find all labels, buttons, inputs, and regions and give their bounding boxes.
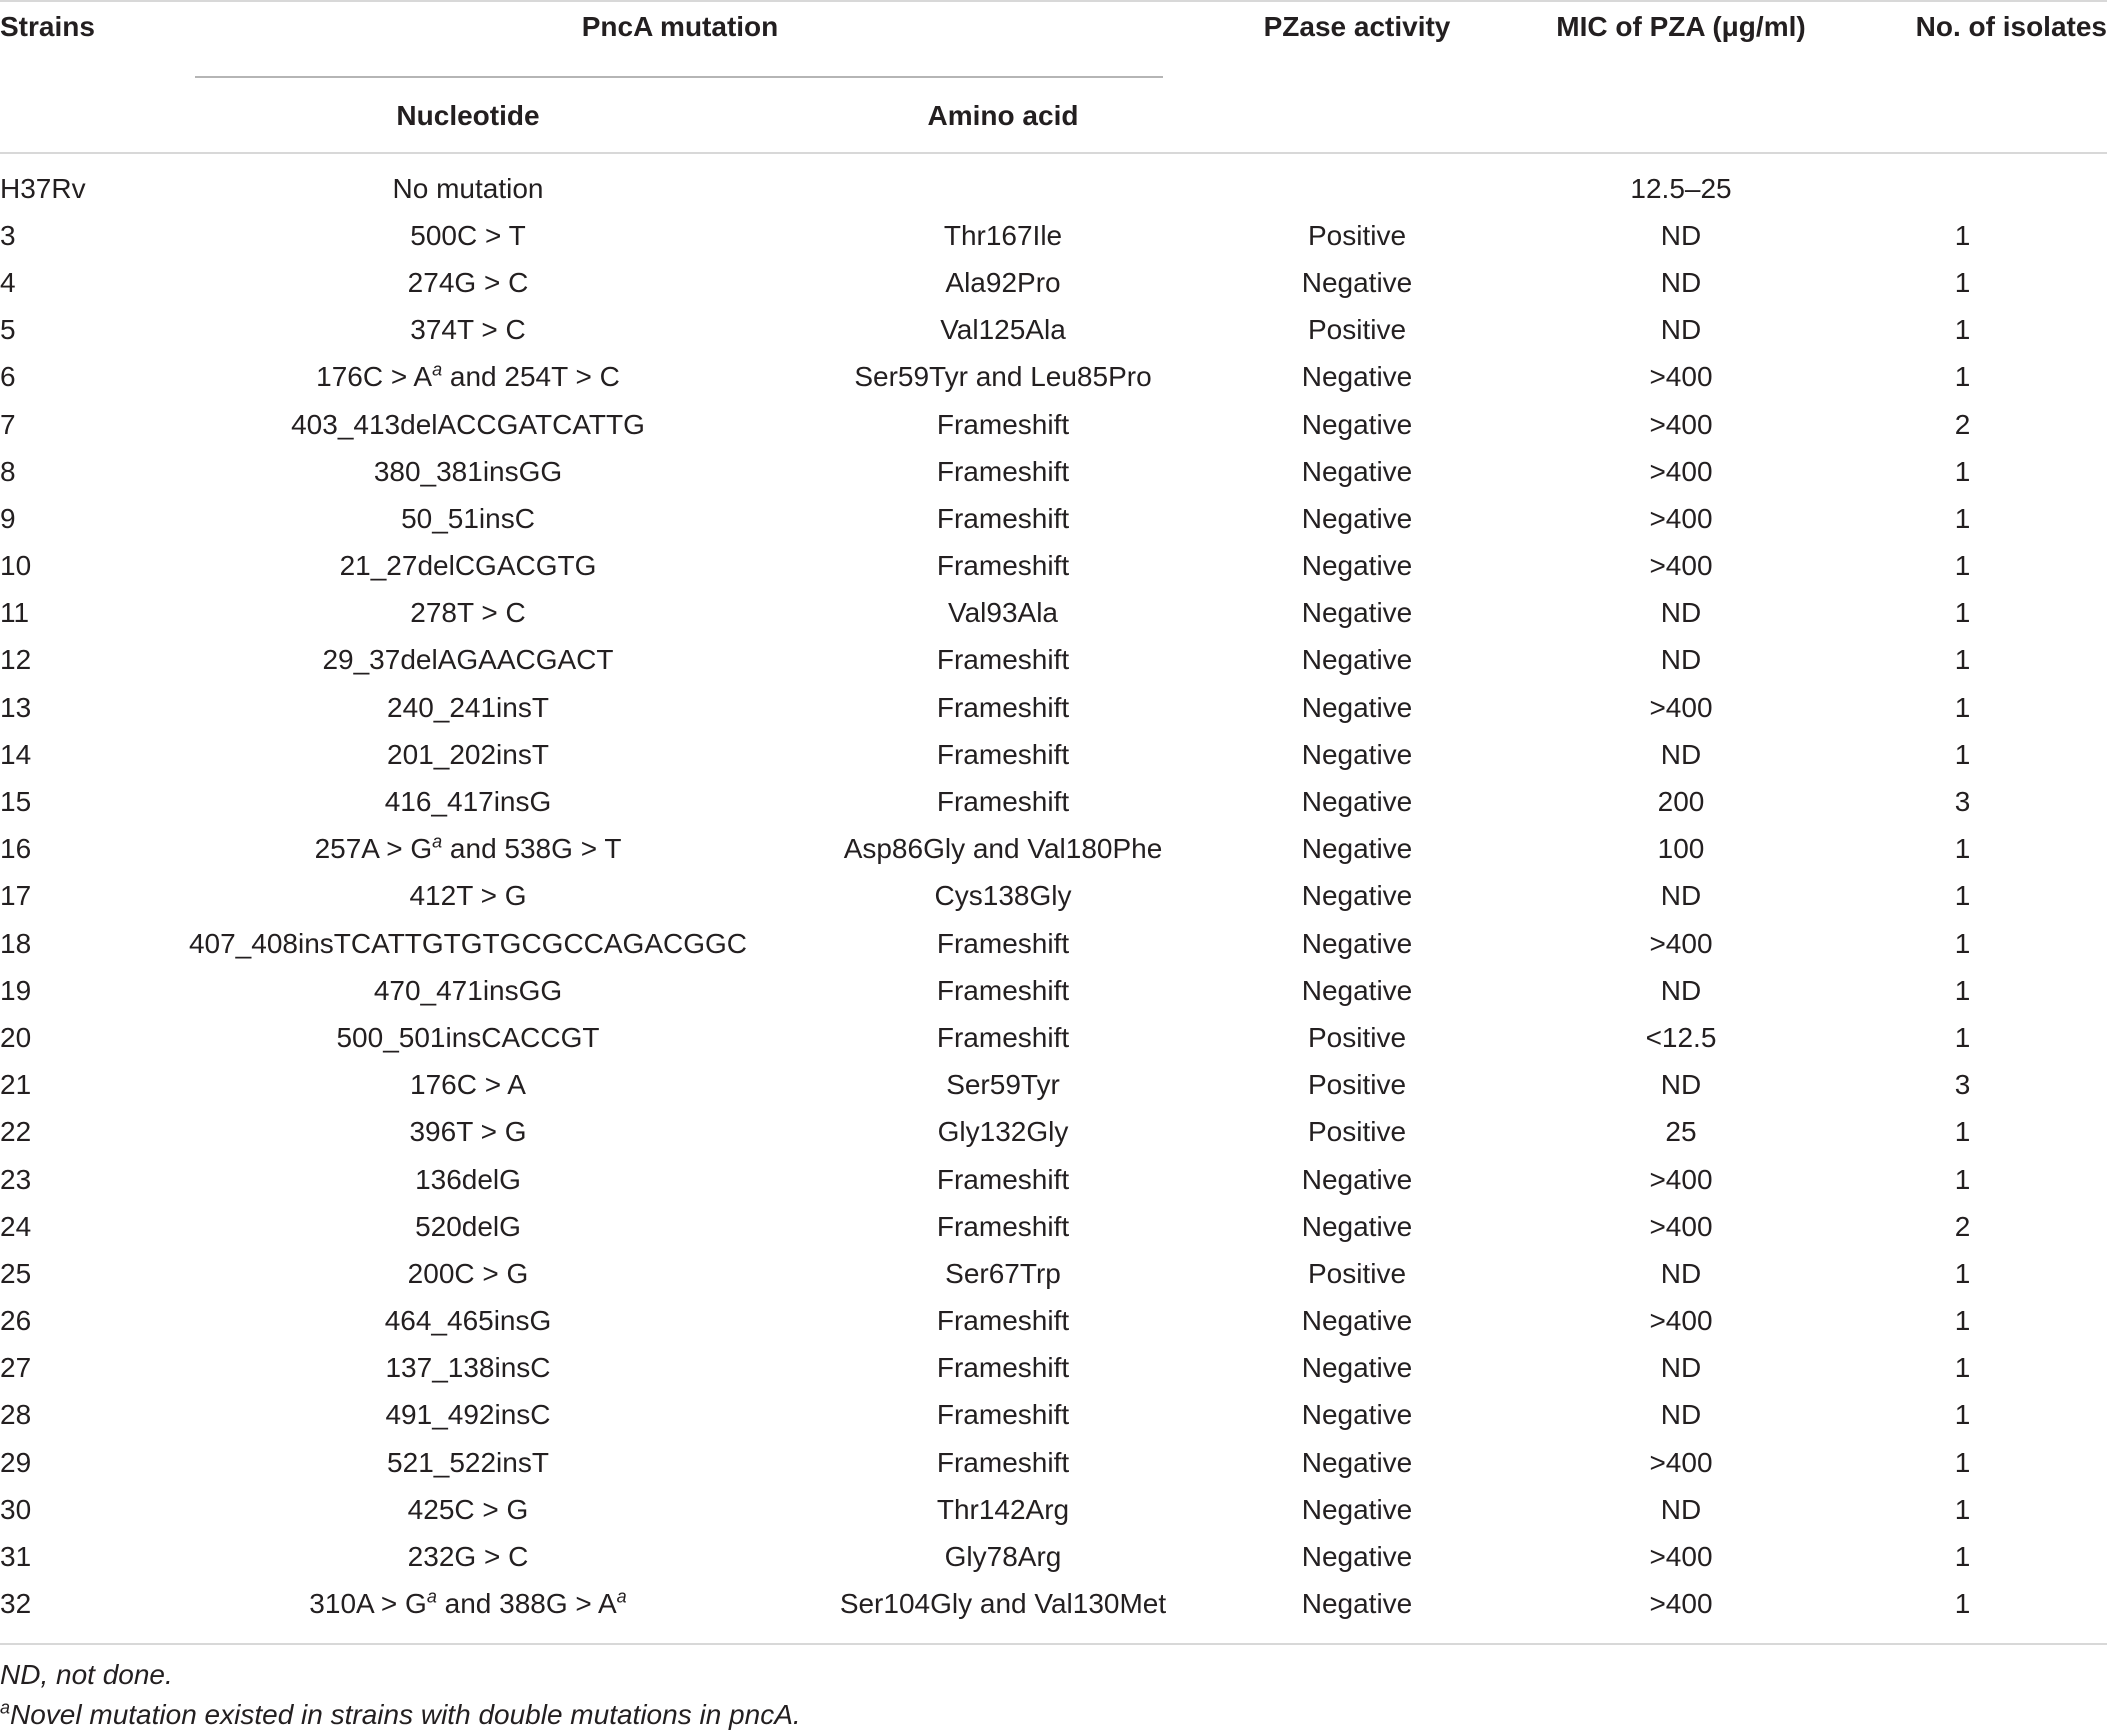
cell-mic: 12.5–25 (1630, 172, 1732, 204)
cell-amino-acid: Frameshift (936, 1446, 1070, 1478)
footnote-nd: ND, not done. (0, 1659, 173, 1690)
cell-isolates: 1 (1954, 1163, 1971, 1195)
table-row (0, 354, 2107, 401)
cell-pzase: Negative (1301, 738, 1413, 770)
table-row (0, 684, 2107, 731)
nucleotide-text: 50_51insC (401, 502, 535, 534)
cell-amino-acid: Frameshift (936, 502, 1070, 534)
table-row (0, 1203, 2107, 1250)
cell-amino-acid: Frameshift (936, 550, 1070, 582)
cell-mic: >400 (1649, 927, 1713, 959)
cell-isolates: 1 (1954, 1257, 1971, 1289)
cell-amino-acid: Ser59Tyr and Leu85Pro (854, 361, 1152, 393)
nucleotide-text: 380_381insGG (373, 455, 563, 487)
cell-pzase: Negative (1301, 550, 1413, 582)
footnote-marker: a (0, 1697, 11, 1718)
cell-pzase: Negative (1301, 502, 1413, 534)
table-row (0, 873, 2107, 920)
cell-amino-acid: Val93Ala (947, 597, 1058, 629)
cell-isolates: 1 (1954, 880, 1971, 912)
cell-strain: 10 (0, 550, 32, 582)
cell-mic: >400 (1649, 1210, 1713, 1242)
cell-mic: >400 (1649, 1541, 1713, 1573)
nucleotide-text: and 538G > T (442, 833, 622, 865)
cell-strain: 8 (0, 455, 16, 487)
cell-strain: 3 (0, 219, 16, 251)
cell-isolates: 1 (1954, 974, 1971, 1006)
cell-mic: ND (1660, 974, 1702, 1006)
cell-amino-acid: Frameshift (936, 974, 1070, 1006)
cell-amino-acid: Frameshift (936, 786, 1070, 818)
cell-isolates: 1 (1954, 266, 1971, 298)
nucleotide-text: 403_413delACCGATCATTG (291, 408, 645, 440)
cell-amino-acid: Frameshift (936, 455, 1070, 487)
cell-mic: >400 (1649, 691, 1713, 723)
cell-isolates: 1 (1954, 1021, 1971, 1053)
cell-mic: ND (1660, 1493, 1702, 1525)
nucleotide-text: 176C > A (316, 361, 433, 393)
table-row (0, 1014, 2107, 1061)
cell-mic: >400 (1649, 550, 1713, 582)
cell-nucleotide (100, 873, 836, 920)
nucleotide-text: 137_138insC (385, 1352, 551, 1384)
cell-amino-acid: Thr142Arg (936, 1493, 1070, 1525)
cell-pzase: Negative (1301, 1446, 1413, 1478)
table-row (0, 1439, 2107, 1486)
cell-strain: 18 (0, 927, 32, 959)
cell-pzase: Positive (1307, 1116, 1407, 1148)
nucleotide-text: 310A > G (309, 1588, 427, 1620)
cell-nucleotide (100, 778, 836, 825)
table-row (0, 1581, 2107, 1628)
cell-nucleotide (100, 590, 836, 637)
nucleotide-text: 425C > G (407, 1493, 529, 1525)
cell-amino-acid: Cys138Gly (934, 880, 1072, 912)
cell-nucleotide (100, 401, 836, 448)
table-row (0, 1392, 2107, 1439)
cell-amino-acid: Frameshift (936, 1210, 1070, 1242)
cell-nucleotide (100, 826, 836, 873)
cell-strain: 9 (0, 502, 16, 534)
cell-pzase: Negative (1301, 1305, 1413, 1337)
nucleotide-text: 500C > T (410, 219, 526, 251)
cell-pzase: Negative (1301, 833, 1413, 865)
nucleotide-text: 520delG (415, 1210, 521, 1242)
cell-strain: 6 (0, 361, 16, 393)
cell-amino-acid (836, 165, 1170, 212)
cell-isolates: 1 (1954, 502, 1971, 534)
cell-nucleotide (100, 212, 836, 259)
cell-amino-acid: Frameshift (936, 1021, 1070, 1053)
nucleotide-text: 412T > G (409, 880, 527, 912)
cell-strain: 19 (0, 974, 32, 1006)
cell-pzase: Negative (1301, 786, 1413, 818)
cell-mic: ND (1660, 1069, 1702, 1101)
cell-nucleotide (100, 1298, 836, 1345)
cell-isolates: 1 (1954, 927, 1971, 959)
cell-amino-acid: Frameshift (936, 1399, 1070, 1431)
table-row (0, 1062, 2107, 1109)
cell-amino-acid: Ala92Pro (945, 266, 1061, 298)
cell-isolates: 3 (1954, 1069, 1971, 1101)
nucleotide-text: 407_408insTCATTGTGTGCGCCAGACGGC (188, 927, 748, 959)
cell-nucleotide (100, 1439, 836, 1486)
table-row (0, 1533, 2107, 1580)
cell-amino-acid: Frameshift (936, 691, 1070, 723)
cell-mic: >400 (1649, 502, 1713, 534)
nucleotide-text: 500_501insCACCGT (336, 1021, 600, 1053)
cell-nucleotide (100, 637, 836, 684)
cell-isolates: 1 (1954, 1116, 1971, 1148)
cell-pzase: Negative (1301, 927, 1413, 959)
cell-strain: 13 (0, 691, 32, 723)
cell-isolates: 1 (1954, 1446, 1971, 1478)
cell-nucleotide (100, 354, 836, 401)
cell-amino-acid: Ser59Tyr (946, 1069, 1060, 1101)
cell-mic: >400 (1649, 1588, 1713, 1620)
cell-mic: 200 (1657, 786, 1705, 818)
cell-strain: 12 (0, 644, 32, 676)
cell-nucleotide (100, 1392, 836, 1439)
cell-pzase: Negative (1301, 361, 1413, 393)
cell-nucleotide (100, 448, 836, 495)
table-row (0, 826, 2107, 873)
cell-isolates: 1 (1954, 691, 1971, 723)
cell-pzase: Negative (1301, 1163, 1413, 1195)
footnote-novel-text: Novel mutation existed in strains with double mutations in pncA. (10, 1699, 801, 1730)
cell-mic: 100 (1657, 833, 1705, 865)
cell-nucleotide (100, 920, 836, 967)
cell-pzase: Negative (1301, 408, 1413, 440)
cell-isolates: 1 (1954, 1399, 1971, 1431)
cell-strain: 29 (0, 1446, 32, 1478)
nucleotide-text: 240_241insT (387, 691, 549, 723)
cell-pzase: Positive (1307, 219, 1407, 251)
cell-amino-acid: Gly132Gly (937, 1116, 1069, 1148)
cell-amino-acid: Frameshift (936, 1352, 1070, 1384)
cell-isolates (1818, 165, 2107, 212)
cell-nucleotide (100, 684, 836, 731)
table-row (0, 307, 2107, 354)
nucleotide-text: 278T > C (410, 597, 526, 629)
cell-mic: >400 (1649, 408, 1713, 440)
cell-strain: H37Rv (0, 172, 86, 204)
nucleotide-text: 201_202insT (387, 738, 549, 770)
cell-strain: 21 (0, 1069, 32, 1101)
cell-mic: ND (1660, 597, 1702, 629)
header-rule (0, 152, 2107, 154)
header-mic: MIC of PZA (μg/ml) (1556, 11, 1806, 42)
cell-pzase: Negative (1301, 266, 1413, 298)
nucleotide-text: 257A > G (314, 833, 433, 865)
cell-mic: ND (1660, 880, 1702, 912)
nucleotide-text: 491_492insC (385, 1399, 551, 1431)
cell-mic: ND (1660, 1352, 1702, 1384)
cell-isolates: 1 (1954, 550, 1971, 582)
cell-isolates: 1 (1954, 219, 1971, 251)
table-row (0, 495, 2107, 542)
cell-isolates: 1 (1954, 1493, 1971, 1525)
header-strains: Strains (0, 11, 95, 42)
nucleotide-text: 274G > C (407, 266, 529, 298)
cell-isolates: 1 (1954, 597, 1971, 629)
nucleotide-text: 374T > C (410, 314, 526, 346)
table-row (0, 259, 2107, 306)
cell-isolates: 1 (1954, 738, 1971, 770)
cell-strain: 15 (0, 786, 32, 818)
nucleotide-text: and 388G > A (436, 1588, 617, 1620)
cell-pzase: Positive (1307, 1069, 1407, 1101)
cell-pzase: Negative (1301, 880, 1413, 912)
cell-pzase (1170, 165, 1544, 212)
cell-nucleotide (100, 1203, 836, 1250)
cell-isolates: 1 (1954, 1588, 1971, 1620)
cell-isolates: 3 (1954, 786, 1971, 818)
cell-amino-acid: Thr167Ile (943, 219, 1063, 251)
nucleotide-text: 396T > G (409, 1116, 527, 1148)
nucleotide-text: 464_465insG (384, 1305, 552, 1337)
cell-amino-acid: Frameshift (936, 738, 1070, 770)
cell-nucleotide (100, 1486, 836, 1533)
table-row (0, 543, 2107, 590)
table-row (0, 1109, 2107, 1156)
cell-amino-acid: Asp86Gly and Val180Phe (843, 833, 1163, 865)
table-row (0, 731, 2107, 778)
bottom-rule (0, 1643, 2107, 1645)
header-pnca-mutation: PncA mutation (581, 11, 779, 42)
cell-nucleotide (100, 495, 836, 542)
cell-mic: ND (1660, 219, 1702, 251)
table-row (0, 1156, 2107, 1203)
table-row (0, 1345, 2107, 1392)
nucleotide-text: 21_27delCGACGTG (339, 550, 597, 582)
cell-isolates: 1 (1954, 1541, 1971, 1573)
table-row (0, 967, 2107, 1014)
cell-isolates: 1 (1954, 1305, 1971, 1337)
cell-strain: 28 (0, 1399, 32, 1431)
cell-mic: >400 (1649, 1305, 1713, 1337)
nucleotide-text: and 254T > C (442, 361, 620, 393)
table-row (0, 1298, 2107, 1345)
cell-strain: 27 (0, 1352, 32, 1384)
cell-pzase: Negative (1301, 1493, 1413, 1525)
footnotes (0, 1655, 801, 1735)
cell-amino-acid: Gly78Arg (944, 1541, 1062, 1573)
cell-mic: ND (1660, 644, 1702, 676)
cell-strain: 26 (0, 1305, 32, 1337)
cell-nucleotide (100, 307, 836, 354)
cell-amino-acid: Frameshift (936, 644, 1070, 676)
cell-isolates: 1 (1954, 455, 1971, 487)
top-rule (0, 0, 2107, 2)
cell-amino-acid: Ser104Gly and Val130Met (839, 1588, 1167, 1620)
cell-nucleotide (100, 259, 836, 306)
nucleotide-text: 200C > G (407, 1257, 529, 1289)
cell-strain: 17 (0, 880, 32, 912)
cell-amino-acid: Val125Ala (940, 314, 1066, 346)
cell-nucleotide (100, 1156, 836, 1203)
cell-strain: 20 (0, 1021, 32, 1053)
cell-pzase: Positive (1307, 314, 1407, 346)
cell-amino-acid: Frameshift (936, 1163, 1070, 1195)
cell-mic: <12.5 (1645, 1021, 1717, 1053)
table-body (0, 165, 2107, 1628)
nucleotide-text: 521_522insT (387, 1446, 549, 1478)
cell-nucleotide (100, 543, 836, 590)
table-row (0, 590, 2107, 637)
cell-strain: 32 (0, 1588, 32, 1620)
cell-strain: 22 (0, 1116, 32, 1148)
cell-mic: ND (1660, 314, 1702, 346)
cell-mic: ND (1660, 738, 1702, 770)
cell-strain: 23 (0, 1163, 32, 1195)
cell-pzase: Negative (1301, 1399, 1413, 1431)
table-row (0, 165, 2107, 212)
mutation-table (0, 165, 2107, 1628)
cell-mic: ND (1660, 1399, 1702, 1431)
nucleotide-text: 136delG (415, 1163, 521, 1195)
header-amino-acid: Amino acid (927, 100, 1079, 131)
cell-nucleotide (100, 967, 836, 1014)
cell-pzase: Negative (1301, 1352, 1413, 1384)
cell-strain: 11 (0, 597, 30, 629)
table-row (0, 401, 2107, 448)
table-row (0, 1486, 2107, 1533)
cell-isolates: 1 (1954, 1352, 1971, 1384)
cell-amino-acid: Frameshift (936, 927, 1070, 959)
cell-pzase: Negative (1301, 455, 1413, 487)
cell-strain: 30 (0, 1493, 32, 1525)
table-row (0, 920, 2107, 967)
cell-strain: 16 (0, 833, 32, 865)
nucleotide-text: 176C > A (410, 1069, 526, 1101)
nucleotide-text: 232G > C (407, 1541, 529, 1573)
table-row (0, 778, 2107, 825)
cell-pzase: Positive (1307, 1257, 1407, 1289)
header-nucleotide: Nucleotide (396, 100, 540, 131)
cell-mic: ND (1660, 1257, 1702, 1289)
cell-isolates: 2 (1954, 1210, 1971, 1242)
cell-isolates: 2 (1954, 408, 1971, 440)
cell-isolates: 1 (1954, 833, 1971, 865)
cell-nucleotide (100, 1109, 836, 1156)
cell-nucleotide (100, 731, 836, 778)
header-isolates: No. of isolates (1915, 11, 2107, 42)
pnca-group-rule (195, 76, 1163, 78)
cell-mic: >400 (1649, 1163, 1713, 1195)
cell-pzase: Negative (1301, 974, 1413, 1006)
novel-mutation-marker: a (426, 1586, 437, 1607)
nucleotide-text: 416_417insG (384, 786, 552, 818)
table-row (0, 212, 2107, 259)
cell-pzase: Negative (1301, 1588, 1413, 1620)
table-row (0, 637, 2107, 684)
cell-mic: >400 (1649, 455, 1713, 487)
nucleotide-text: 29_37delAGAACGACT (322, 644, 614, 676)
header-pzase-activity: PZase activity (1263, 11, 1451, 42)
cell-nucleotide (100, 1533, 836, 1580)
cell-isolates: 1 (1954, 361, 1971, 393)
cell-amino-acid: Frameshift (936, 408, 1070, 440)
cell-pzase: Negative (1301, 1210, 1413, 1242)
cell-pzase: Positive (1307, 1021, 1407, 1053)
cell-strain: 14 (0, 738, 32, 770)
cell-mic: ND (1660, 266, 1702, 298)
cell-nucleotide (100, 1250, 836, 1297)
cell-nucleotide (100, 165, 836, 212)
cell-nucleotide (100, 1345, 836, 1392)
cell-pzase: Negative (1301, 691, 1413, 723)
table-row (0, 1250, 2107, 1297)
cell-nucleotide (100, 1062, 836, 1109)
table-row (0, 448, 2107, 495)
cell-mic: >400 (1649, 361, 1713, 393)
cell-pzase: Negative (1301, 644, 1413, 676)
cell-amino-acid: Frameshift (936, 1305, 1070, 1337)
cell-pzase: Negative (1301, 1541, 1413, 1573)
cell-isolates: 1 (1954, 644, 1971, 676)
cell-strain: 4 (0, 266, 16, 298)
novel-mutation-marker: a (432, 831, 443, 852)
cell-strain: 5 (0, 314, 16, 346)
cell-mic: 25 (1665, 1116, 1697, 1148)
cell-amino-acid: Ser67Trp (945, 1257, 1061, 1289)
cell-pzase: Negative (1301, 597, 1413, 629)
nucleotide-text: No mutation (392, 172, 544, 204)
footnote-novel-mutation (0, 1695, 801, 1735)
cell-nucleotide (100, 1014, 836, 1061)
novel-mutation-marker: a (616, 1586, 627, 1607)
nucleotide-text: 470_471insGG (373, 974, 563, 1006)
cell-strain: 31 (0, 1541, 32, 1573)
cell-nucleotide (100, 1581, 836, 1628)
cell-strain: 7 (0, 408, 16, 440)
cell-strain: 25 (0, 1257, 32, 1289)
cell-isolates: 1 (1954, 314, 1971, 346)
cell-strain: 24 (0, 1210, 32, 1242)
novel-mutation-marker: a (432, 360, 443, 381)
cell-mic: >400 (1649, 1446, 1713, 1478)
